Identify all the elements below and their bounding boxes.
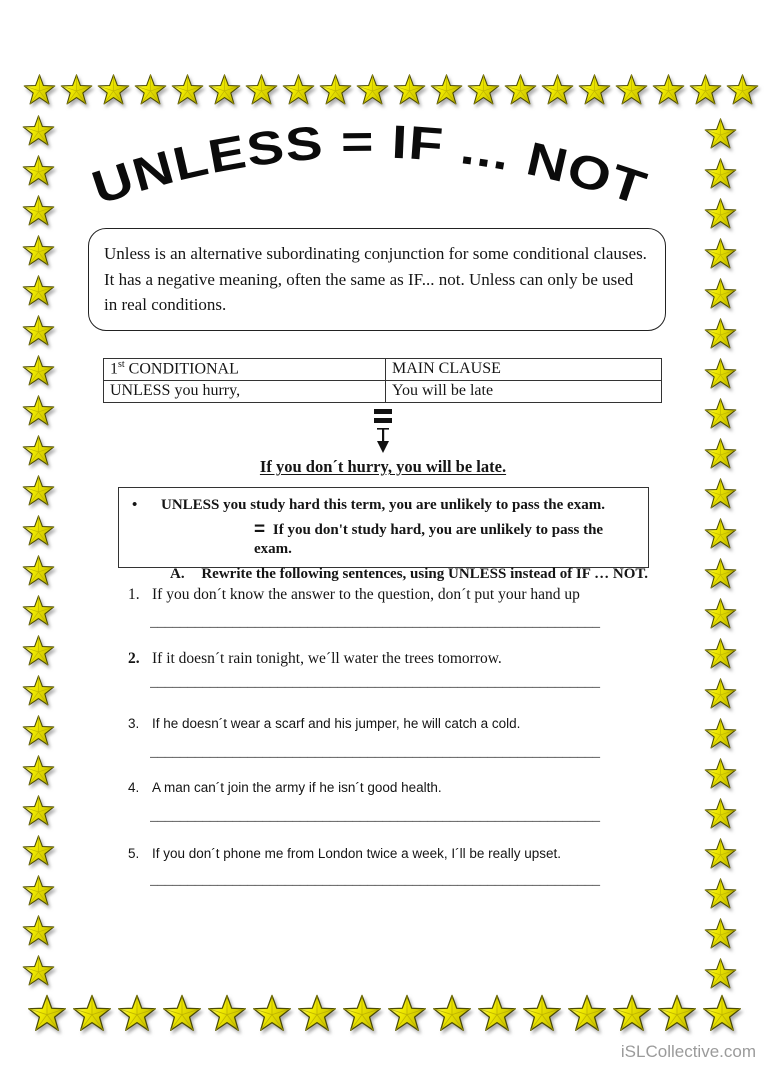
star-icon (133, 72, 168, 107)
star-icon (296, 992, 338, 1034)
star-icon (521, 992, 563, 1034)
star-icon (21, 193, 56, 228)
star-icon (318, 72, 353, 107)
star-icon (21, 593, 56, 628)
table-row (104, 381, 662, 403)
answer-line-1: ____________________________________________________________ (150, 614, 600, 630)
star-icon (21, 153, 56, 188)
bullet-icon: • (132, 497, 138, 513)
exercise-item-5 (128, 846, 656, 861)
star-icon (703, 556, 738, 591)
item-text: If you don´t phone me from London twice a week, I´ll be really upset. (152, 846, 561, 861)
star-icon (21, 793, 56, 828)
star-icon (703, 156, 738, 191)
star-icon (703, 836, 738, 871)
star-icon (703, 476, 738, 511)
star-icon (577, 72, 612, 107)
exercise-heading (170, 566, 648, 583)
islcollective-watermark: iSLCollective.com (620, 1042, 756, 1061)
star-icon (21, 753, 56, 788)
item-number: 4. (128, 780, 140, 795)
item-number: 2. (128, 650, 140, 667)
star-icon (614, 72, 649, 107)
example-sentence: UNLESS you study hard this term, you are unlikely to pass the exam. (161, 497, 605, 513)
star-icon (355, 72, 390, 107)
star-icon (566, 992, 608, 1034)
equals-down-arrow-icon (370, 406, 396, 456)
star-icon (703, 636, 738, 671)
star-icon (21, 673, 56, 708)
star-border-right (703, 116, 738, 991)
star-icon (703, 196, 738, 231)
answer-line-3: ____________________________________________________________ (150, 744, 600, 760)
star-icon (21, 633, 56, 668)
star-icon (251, 992, 293, 1034)
star-icon (703, 716, 738, 751)
item-text: A man can´t join the army if he isn´t good health. (152, 780, 442, 795)
star-icon (96, 72, 131, 107)
star-icon (611, 992, 653, 1034)
star-icon (59, 72, 94, 107)
star-icon (540, 72, 575, 107)
result-sentence-text: If you don´t hurry, you will be late. (259, 457, 507, 476)
star-icon (703, 276, 738, 311)
star-icon (703, 236, 738, 271)
answer-line-5: ____________________________________________________________ (150, 872, 600, 888)
star-icon (688, 72, 723, 107)
item-text: If he doesn´t wear a scarf and his jumper, he will catch a cold. (152, 716, 521, 731)
star-icon (26, 992, 68, 1034)
ordinal-suffix: st (118, 359, 125, 371)
star-icon (21, 353, 56, 388)
star-icon (170, 72, 205, 107)
star-icon (656, 992, 698, 1034)
result-sentence (0, 457, 766, 477)
item-text: If it doesn´t rain tonight, we´ll water the trees tomorrow. (152, 650, 502, 667)
star-icon (244, 72, 279, 107)
exercise-label: A. (170, 566, 185, 582)
cell-unless-clause: UNLESS you hurry, (104, 381, 386, 403)
example-rewrite-row (119, 519, 642, 558)
item-text: If you don´t know the answer to the question, don´t put your hand up (152, 586, 580, 603)
star-border-left (21, 113, 56, 988)
star-icon (431, 992, 473, 1034)
star-icon (725, 72, 760, 107)
star-icon (703, 756, 738, 791)
conditional-table (103, 358, 662, 403)
example-rewritten-sentence: If you don't study hard, you are unlikely to pass the exam. (254, 522, 604, 557)
equals-arrow-symbol (0, 406, 766, 461)
star-icon (703, 956, 738, 991)
exercise-item-2 (128, 650, 656, 668)
star-icon (22, 72, 57, 107)
cell-main-clause: You will be late (386, 381, 662, 403)
star-icon (703, 356, 738, 391)
star-icon (21, 873, 56, 908)
star-border-bottom (26, 992, 743, 1034)
star-icon (71, 992, 113, 1034)
equals-symbol: = (254, 519, 266, 540)
svg-text:UNLESS = IF ... NOT (85, 114, 653, 215)
table-header-row (104, 359, 662, 381)
example-box (118, 487, 649, 568)
exercise-item-1 (128, 586, 656, 604)
star-icon (476, 992, 518, 1034)
star-icon (21, 273, 56, 308)
star-icon (21, 913, 56, 948)
header-cell-conditional: 1st CONDITIONAL (104, 359, 386, 381)
exercise-item-3 (128, 716, 656, 731)
exercise-instructions: Rewrite the following sentences, using UNLESS instead of IF … NOT. (201, 566, 649, 582)
star-icon (703, 516, 738, 551)
star-icon (21, 473, 56, 508)
header-cell-main-clause: MAIN CLAUSE (386, 359, 662, 381)
star-icon (341, 992, 383, 1034)
star-icon (21, 113, 56, 148)
star-icon (21, 233, 56, 268)
answer-line-4: ____________________________________________________________ (150, 808, 600, 824)
intro-text: Unless is an alternative subordinating conjunction for some conditional clauses. It has a negative meaning, often the same as IF... not. Unless can only be used in real conditions. (104, 244, 647, 314)
star-icon (206, 992, 248, 1034)
star-icon (207, 72, 242, 107)
star-icon (116, 992, 158, 1034)
example-bullet-row (119, 497, 642, 514)
star-icon (21, 953, 56, 988)
page-title-text: UNLESS = IF ... NOT (85, 114, 649, 215)
star-icon (21, 513, 56, 548)
star-icon (703, 796, 738, 831)
star-icon (703, 116, 738, 151)
item-number: 3. (128, 716, 140, 731)
star-icon (281, 72, 316, 107)
star-icon (392, 72, 427, 107)
item-number: 5. (128, 846, 140, 861)
page-title (85, 103, 670, 223)
star-icon (21, 833, 56, 868)
star-icon (466, 72, 501, 107)
item-number: 1. (128, 586, 140, 603)
answer-line-2: ____________________________________________________________ (150, 674, 600, 690)
star-icon (703, 876, 738, 911)
star-icon (503, 72, 538, 107)
star-icon (429, 72, 464, 107)
exercise-item-4 (128, 780, 656, 795)
star-icon (701, 992, 743, 1034)
intro-explanation-box (88, 228, 666, 331)
star-icon (703, 676, 738, 711)
star-icon (161, 992, 203, 1034)
star-icon (21, 313, 56, 348)
star-icon (386, 992, 428, 1034)
star-border-top (22, 72, 760, 107)
star-icon (703, 316, 738, 351)
star-icon (651, 72, 686, 107)
star-icon (703, 916, 738, 951)
star-icon (21, 553, 56, 588)
star-icon (21, 713, 56, 748)
star-icon (703, 596, 738, 631)
